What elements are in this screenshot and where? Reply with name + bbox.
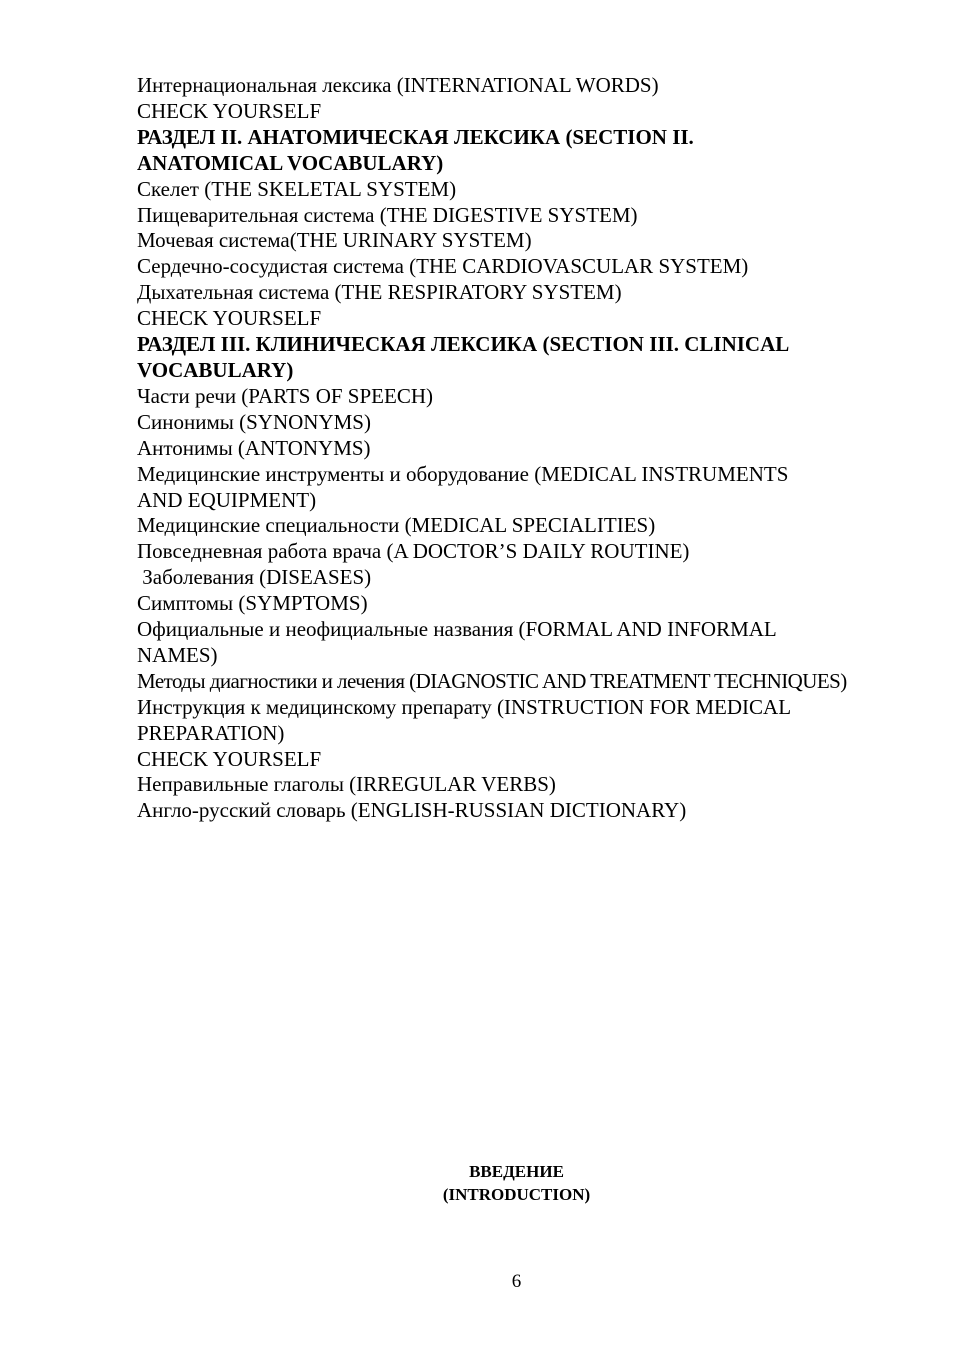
toc-item-medical-instruments-cont: AND EQUIPMENT)	[137, 487, 317, 512]
toc-item-urinary-system: Мочевая система(THE URINARY SYSTEM)	[137, 228, 532, 253]
toc-item-irregular-verbs: Неправильные глаголы (IRREGULAR VERBS)	[137, 772, 556, 797]
toc-item-medical-preparation: Инструкция к медицинскому препарату (INSTRUCTION FOR MEDICAL	[137, 694, 792, 719]
toc-item-respiratory-system: Дыхательная система (THE RESPIRATORY SYSTEM)	[137, 280, 622, 305]
toc-item-symptoms: Симптомы (SYMPTOMS)	[137, 591, 368, 616]
toc-section-3-heading: РАЗДЕЛ III. КЛИНИЧЕСКАЯ ЛЕКСИКА (SECTION III. CLINICAL	[137, 332, 790, 357]
toc-item-diagnostic-techniques: Методы диагностики и лечения (DIAGNOSTIC AND TREATMENT TECHNIQUES)	[137, 668, 847, 693]
toc-item-international-words: Интернациональная лексика (INTERNATIONAL WORDS)	[137, 73, 659, 97]
table-of-contents	[137, 73, 927, 824]
toc-item-diseases: Заболевания (DISEASES)	[137, 565, 372, 590]
introduction-title-en: (INTRODUCTION)	[442, 1185, 591, 1204]
introduction-heading	[0, 1160, 955, 1206]
toc-item-english-russian-dictionary: Англо-русский словарь (ENGLISH-RUSSIAN DICTIONARY)	[137, 798, 687, 823]
toc-item-skeletal-system: Скелет (THE SKELETAL SYSTEM)	[137, 176, 457, 201]
toc-item-synonyms: Синонимы (SYNONYMS)	[137, 409, 371, 434]
introduction-title-ru: ВВЕДЕНИЕ	[469, 1162, 564, 1181]
toc-item-check-yourself-2: CHECK YOURSELF	[137, 306, 322, 331]
toc-item-medical-instruments: Медицинские инструменты и оборудование (MEDICAL INSTRUMENTS	[137, 461, 789, 486]
page-number: 6	[511, 1271, 522, 1292]
toc-section-2-heading-cont: ANATOMICAL VOCABULARY)	[137, 150, 444, 175]
toc-item-antonyms: Антонимы (ANTONYMS)	[137, 435, 371, 460]
toc-item-check-yourself-1: CHECK YOURSELF	[137, 98, 322, 123]
toc-section-3-heading-cont: VOCABULARY)	[137, 357, 294, 382]
toc-item-medical-specialities: Медицинские специальности (MEDICAL SPECIALITIES)	[137, 513, 656, 538]
toc-item-formal-informal-names: Официальные и неофициальные названия (FORMAL AND INFORMAL	[137, 617, 777, 642]
toc-item-doctors-daily-routine: Повседневная работа врача (A DOCTOR’S DAILY ROUTINE)	[137, 539, 690, 564]
toc-item-cardiovascular-system: Сердечно-сосудистая система (THE CARDIOVASCULAR SYSTEM)	[137, 254, 749, 279]
toc-item-formal-informal-names-cont: NAMES)	[137, 642, 218, 667]
toc-item-parts-of-speech: Части речи (PARTS OF SPEECH)	[137, 383, 433, 408]
toc-item-check-yourself-3: CHECK YOURSELF	[137, 746, 322, 771]
toc-item-digestive-system: Пищеварительная система (THE DIGESTIVE SYSTEM)	[137, 202, 638, 227]
toc-section-2-heading: РАЗДЕЛ II. АНАТОМИЧЕСКАЯ ЛЕКСИКА (SECTION II.	[137, 124, 694, 149]
toc-item-medical-preparation-cont: PREPARATION)	[137, 720, 285, 745]
